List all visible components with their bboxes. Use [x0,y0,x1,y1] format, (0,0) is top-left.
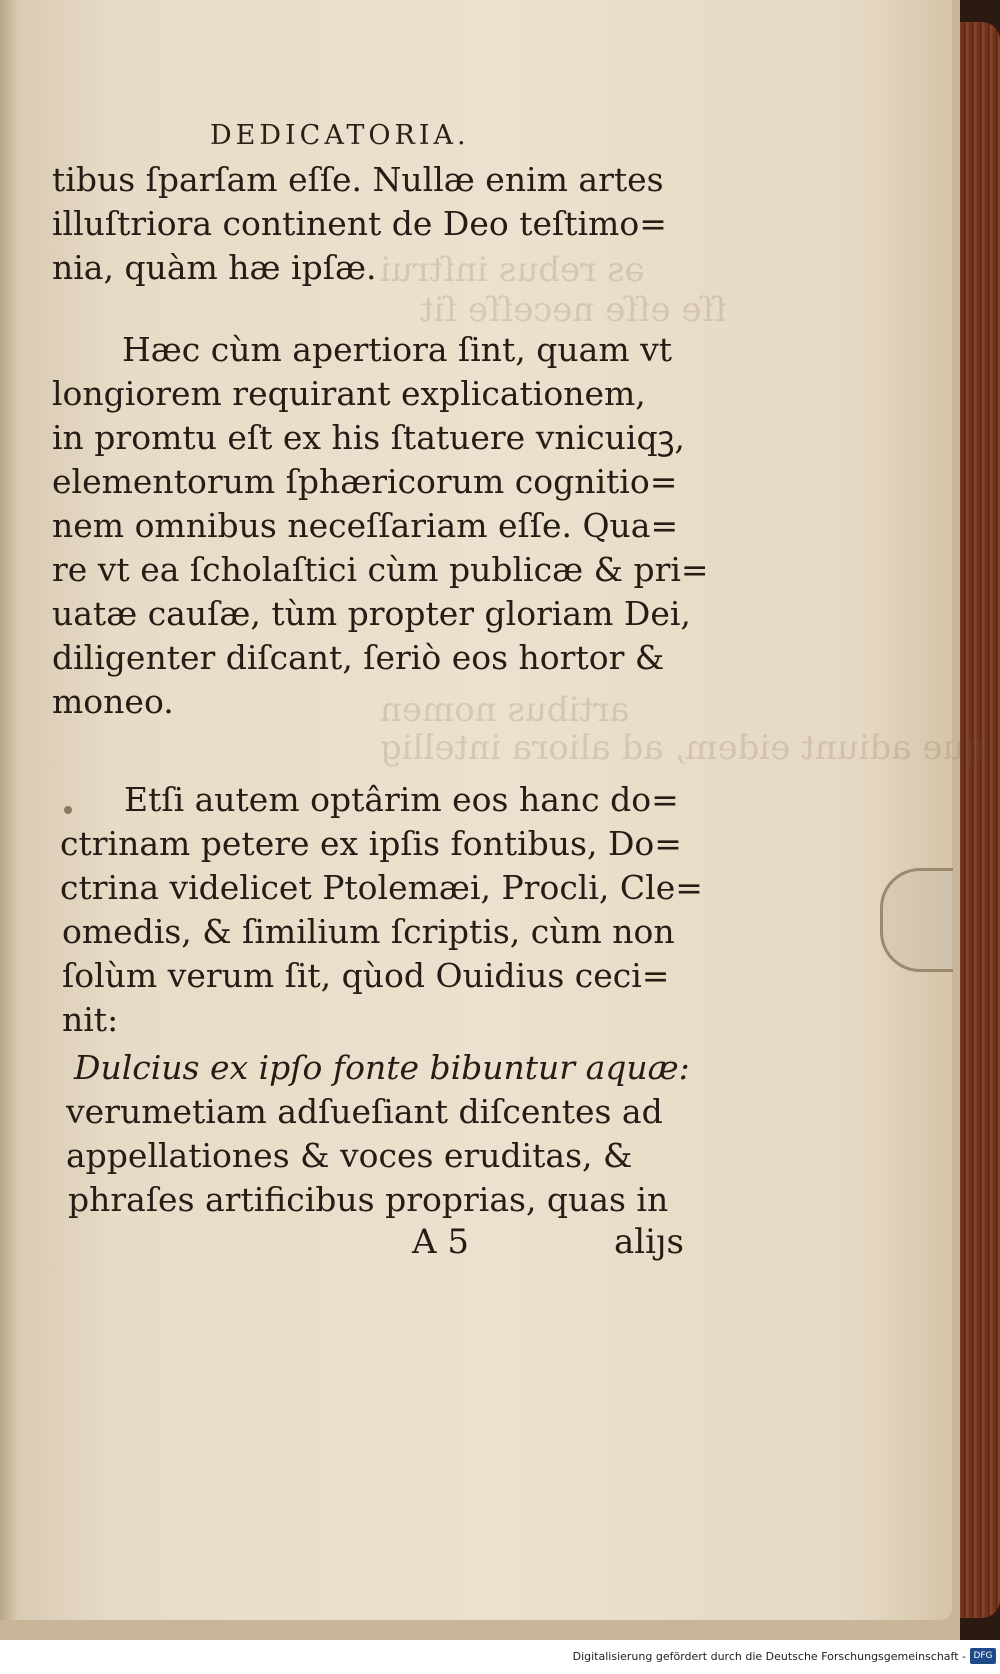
text-line: ctrinam petere ex ipſis fontibus, Do= [60,824,682,863]
text-line: diligenter diſcant, ſeriò eos hortor & [52,638,665,677]
bleed-through-text: ſſe eſſe neceſſe ſit [420,290,727,330]
text-line: ſolùm verum ſit, qùod Ouidius ceci= [62,956,670,995]
dfg-logo-badge: DFG [970,1648,996,1664]
text-line: moneo. [52,682,174,721]
paper-blemish [64,806,72,814]
text-line: Etſi autem optârim eos hanc do= [124,780,679,819]
text-line: omedis, & ſimilium ſcriptis, cùm non [62,912,675,951]
text-line: longiorem requirant explicationem, [52,374,646,413]
text-line: uatæ cauſæ, tùm propter gloriam Dei, [52,594,691,633]
text-line: phraſes artificibus proprias, quas in [68,1180,669,1219]
text-line: verumetiam adſueſiant diſcentes ad [66,1092,663,1131]
text-line: ctrina videlicet Ptolemæi, Procli, Cle= [60,868,703,907]
text-line: illuſtriora continent de Deo teſtimo= [52,204,667,243]
page-clip-tab [880,868,953,972]
verse-line: Dulcius ex ipſo fonte bibuntur aquæ: [74,1048,690,1087]
text-line: elementorum ſphæricorum cognitio= [52,462,678,501]
catchword: aliȷs [614,1222,685,1262]
text-line: nem omnibus neceſſariam eſſe. Qua= [52,506,679,545]
signature-mark: A 5 [412,1222,469,1262]
bleed-through-text: que adiunt eidem, ad aliora intellig [380,728,987,768]
text-line: appellationes & voces eruditas, & [66,1136,633,1175]
text-line: Hæc cùm apertiora ſint, quam vt [122,330,673,369]
funding-credit: Digitalisierung gefördert durch die Deutsche Forschungsgemeinschaft - [572,1650,966,1663]
bleed-through-text: artibus nomen [380,690,630,730]
text-line: nit: [62,1000,119,1039]
text-line: nia, quàm hæ ipſæ. [52,248,377,287]
running-header: DEDICATORIA. [210,120,470,151]
bleed-through-text: ǝs rebus inſtrui [380,250,645,290]
text-line: re vt ea ſcholaſtici cùm publicæ & pri= [52,550,709,589]
text-line: tibus ſparſam eſſe. Nullæ enim artes [52,160,664,199]
text-line: in promtu eſt ex his ſtatuere vnicuiqꝫ, [52,418,685,457]
